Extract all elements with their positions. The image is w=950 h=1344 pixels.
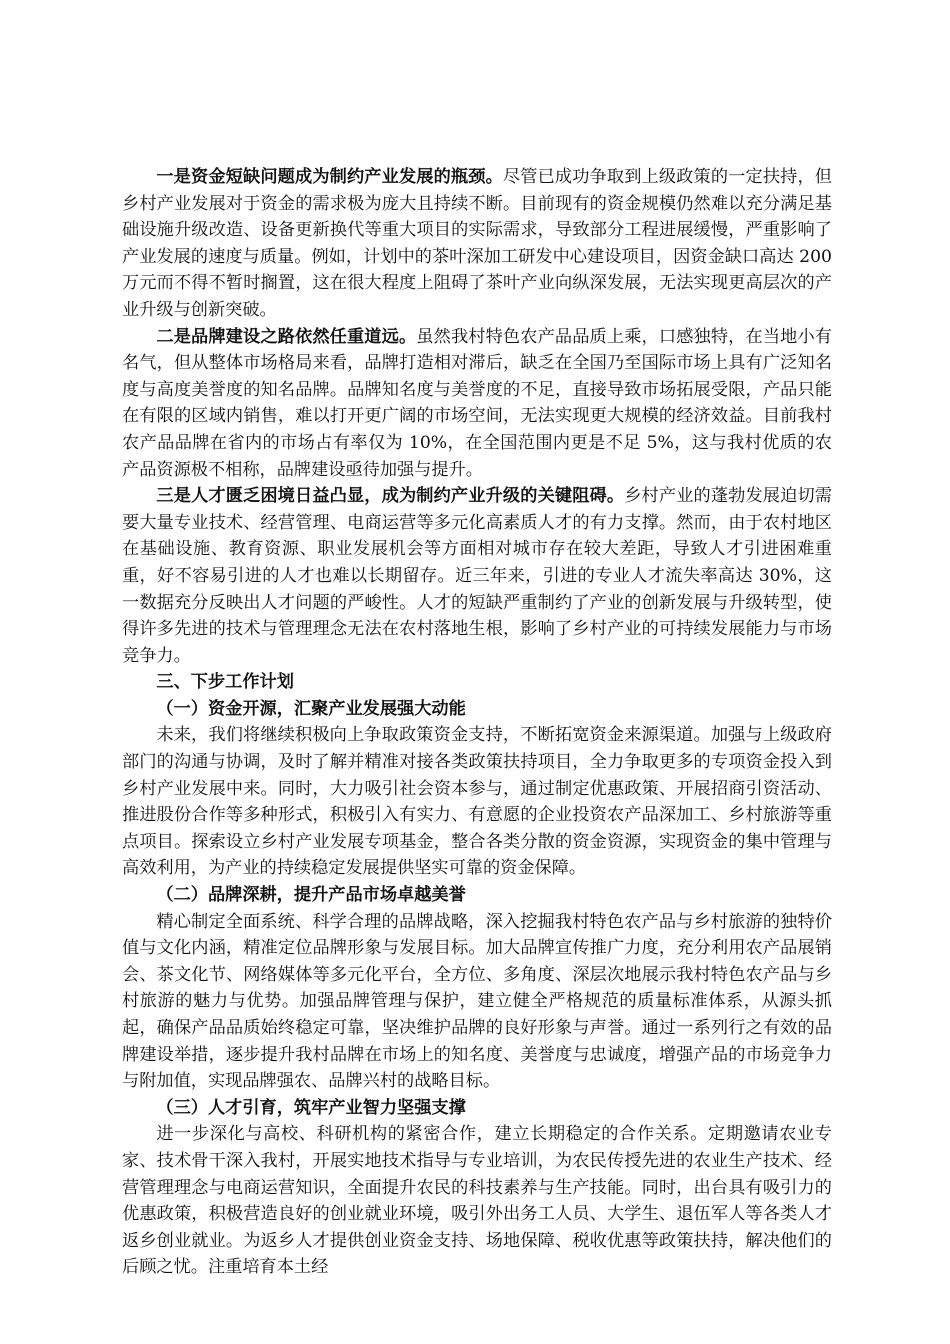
paragraph-brand-building — [122, 324, 832, 484]
section-title: 三、下步工作计划 — [156, 672, 294, 693]
subsection-heading-brand: （二）品牌深耕，提升产品市场卓越美誉 — [156, 885, 466, 906]
paragraph-lead: 三是人才匮乏困境日益凸显，成为制约产业升级的关键阻碍。 — [156, 486, 625, 507]
paragraph-text: 虽然我村特色农产品品质上乘，口感独特，在当地小有名气，但从整体市场格局来看，品牌打造相对滞后，缺乏在全国乃至国际市场上具有广泛知名度与高度美誉度的知名品牌。品牌知名度与美誉度的不足，直接导致市场拓展受限，产品只能在有限的区域内销售，难以打开更广阔的市场空间，无法实现更大规模的经济效益。目前我村农产品品牌在省内的市场占有率仅为 10%，在全国范围内更是不足 5%，这与我村优质的农产品资源极不相称，品牌建设亟待加强与提升。 — [122, 326, 832, 480]
subsection-heading-talent: （三）人才引育，筑牢产业智力坚强支撑 — [156, 1097, 466, 1118]
paragraph-text: 乡村产业的蓬勃发展迫切需要大量专业技术、经营管理、电商运营等多元化高素质人才的有力支撑。然而，由于农村地区在基础设施、教育资源、职业发展机会等方面相对城市存在较大差距，导致人才引进困难重重，好不容易引进的人才也难以长期留存。近三年来，引进的专业人才流失率高达 30%，这一数据充分反映出人才问题的严峻性。人才的短缺严重制约了产业的创新发展与升级转型，使得许多先进的技术与管理理念无法在农村落地生根，影响了乡村产业的可持续发展能力与市场竞争力。 — [122, 486, 832, 666]
document-body — [122, 164, 832, 1281]
subsection-text-brand: 精心制定全面系统、科学合理的品牌战略，深入挖掘我村特色农产品与乡村旅游的独特价值与文化内涵，精准定位品牌形象与发展目标。加大品牌宣传推广力度，充分利用农产品展销会、茶文化节、网络媒体等多元化平台，全方位、多角度、深层次地展示我村特色农产品与乡村旅游的魅力与优势。加强品牌管理与保护，建立健全严格规范的质量标准体系，从源头抓起，确保产品品质始终稳定可靠，坚决维护品牌的良好形象与声誉。通过一系列行之有效的品牌建设举措，逐步提升我村品牌在市场上的知名度、美誉度与忠诚度，增强产品的市场竞争力与附加值，实现品牌强农、品牌兴村的战略目标。 — [122, 911, 832, 1092]
paragraph-funding-shortage — [122, 164, 832, 324]
paragraph-text: 尽管已成功争取到上级政策的一定扶持，但乡村产业发展对于资金的需求极为庞大且持续不断。目前现有的资金规模仍然难以充分满足基础设施升级改造、设备更新换代等重大项目的实际需求，导致部分工程进展缓慢，严重影响了产业发展的速度与质量。例如，计划中的茶叶深加工研发中心建设项目，因资金缺口高达 200 万元而不得不暂时搁置，这在很大程度上阻碍了茶叶产业向纵深发展，无法实现更高层次的产业升级与创新突破。 — [122, 167, 832, 320]
subsection-text-talent: 进一步深化与高校、科研机构的紧密合作，建立长期稳定的合作关系。定期邀请农业专家、技术骨干深入我村，开展实地技术指导与专业培训，为农民传授先进的农业生产技术、经营管理理念与电商运营知识，全面提升农民的科技素养与生产技能。同时，出台具有吸引力的优惠政策，积极营造良好的创业就业环境，吸引外出务工人员、大学生、退伍军人等各类人才返乡创业就业。为返乡人才提供创业资金支持、场地保障、税收优惠等政策扶持，解决他们的后顾之忧。注重培育本土经 — [122, 1124, 832, 1278]
subsection-text-funding: 未来，我们将继续积极向上争取政策资金支持，不断拓宽资金来源渠道。加强与上级政府部门的沟通与协调，及时了解并精准对接各类政策扶持项目，全力争取更多的专项资金投入到乡村产业发展中来。同时，大力吸引社会资本参与，通过制定优惠政策、开展招商引资活动、推进股份合作等多种形式，积极引入有实力、有意愿的企业投资农产品深加工、乡村旅游等重点项目。探索设立乡村产业发展专项基金，整合各类分散的资金资源，实现资金的集中管理与高效利用，为产业的持续稳定发展提供坚实可靠的资金保障。 — [122, 725, 832, 879]
paragraph-talent-shortage — [122, 483, 832, 669]
subsection-heading-funding: （一）资金开源，汇聚产业发展强大动能 — [156, 698, 466, 719]
paragraph-lead: 二是品牌建设之路依然任重道远。 — [156, 326, 417, 347]
paragraph-lead: 一是资金短缺问题成为制约产业发展的瓶颈。 — [156, 167, 503, 187]
